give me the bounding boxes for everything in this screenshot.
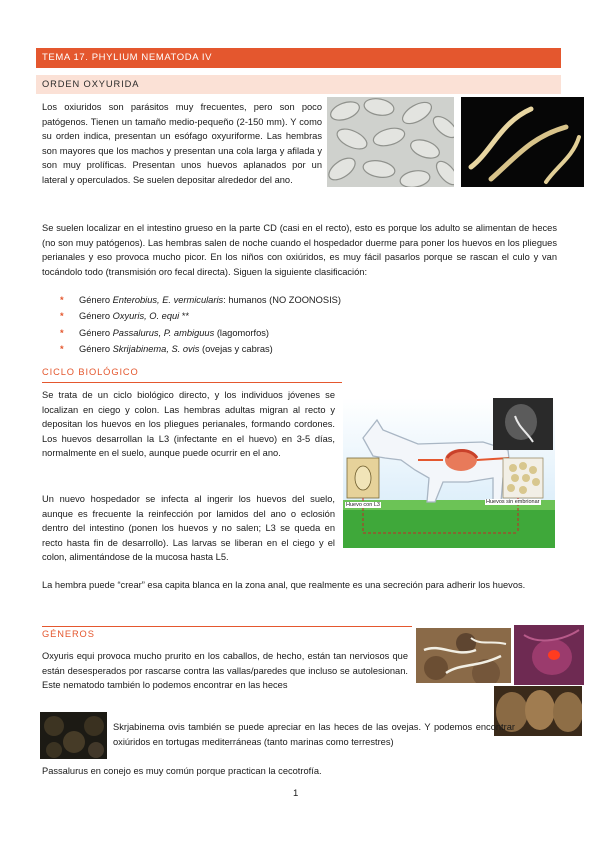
cycle-paragraph-2: Un nuevo hospedador se infecta al ingerir los huevos del suelo, aunque es frecuente la reinfección por lamidos del ano o eclosión dentro del intestino (ponen los huevos y no salen; L3 se queda en recto hasta fin de desarrollo). Las larvas se liberan en el ciego y el colon, alimentándose de la mucosa hasta L5. [42, 494, 335, 563]
chapter-title-bar [36, 48, 561, 68]
list-item: * Género Passalurus, P. ambiguus (lagomorfos) [60, 325, 480, 341]
secretion-paragraph: La hembra puede “crear” esa capita blanca en la zona anal, que realmente es una secreción para adherir los huevos. [42, 580, 526, 590]
perianal-photo [514, 625, 584, 685]
page-number: 1 [293, 788, 299, 799]
section-heading-ciclo: CICLO BIOLÓGICO [42, 367, 139, 377]
list-item: * Género Oxyuris, O. equi ** [60, 308, 480, 324]
life-cycle-diagram [343, 398, 555, 548]
intro-paragraph: Los oxiuridos son parásitos muy frecuentes, pero son poco patógenos. Tienen un tamaño medio-pequeño (2-150 mm). Y como su orden indica, presentan un esófago oxyuriforme. Las hembras son mayores que los machos y presentan una cola larga y afilada y son muy prolíficas. Presentan unos huevos aplanados por un lateral y operculados. Se suelen depositar alrededor del ano. [42, 102, 322, 185]
eggs-microscope-photo [327, 97, 454, 187]
asterisk-bullet-icon: * [60, 295, 64, 305]
section-heading-orden: ORDEN OXYURIDA [42, 79, 140, 89]
section-rule [42, 382, 342, 383]
oxyuris-paragraph: Oxyuris equi provoca mucho prurito en los caballos, de hecho, están tan nerviosos que están desesperados por rascarse contra las vallas/paredes que incluso se autolesionan. Este nematodo también lo podemos encontrar en las heces [42, 651, 408, 691]
cycle-paragraph-1: Se trata de un ciclo biológico directo, y los individuos jóvenes se localizan en ciego y colon. Las hembras adultas migran al recto y depositan los huevos en los pliegues perianales, formando cordones. Los huevos desarrollan la L3 (infectante en el huevo) en 3-5 días, normalmente en el suelo, aunque puede ocurrir en el ano. [42, 390, 335, 459]
genus-list [60, 292, 480, 358]
location-paragraph: Se suelen localizar en el intestino grueso en la parte CD (casi en el recto), esto es porque los adulto se alimentan de heces (no son muy patógenos). Las hembras salen de noche cuando el hospedador duerme para poner los huevos en los pliegues perianales y eso provoca mucho picor. En los niños con oxiúridos, es muy fácil pasarlos porque se rascan el culo y van tocándolo todo (transmisión oro fecal directa). Siguen la siguiente clasificación: [42, 223, 557, 277]
skrjabinema-paragraph: Skrjabinema ovis también se puede apreciar en las heces de las ovejas. Y podemos encontrar oxiúridos en tortugas mediterráneas (tanto marinas como terrestres) [113, 722, 515, 747]
asterisk-bullet-icon: * [60, 344, 64, 355]
diagram-label-unembryonated: Huevos sin embrionar [486, 499, 540, 505]
diagram-label-egg-l3: Huevo con L3 [346, 502, 380, 508]
section-rule [42, 626, 412, 627]
section-heading-bar [36, 75, 561, 94]
list-item: * Género Enterobius, E. vermicularis: humanos (NO ZOONOSIS) [60, 292, 480, 308]
sheep-feces-photo [40, 712, 107, 759]
asterisk-bullet-icon: * [60, 311, 64, 322]
feces-worms-photo [416, 628, 511, 683]
asterisk-bullet-icon: * [60, 327, 64, 338]
list-item: * Género Skrijabinema, S. ovis (ovejas y cabras) [60, 341, 480, 357]
passalurus-paragraph: Passalurus en conejo es muy común porque practican la cecotrofía. [42, 766, 322, 776]
section-heading-generos: GÉNEROS [42, 629, 95, 639]
adult-worms-photo [461, 97, 584, 187]
chapter-title: TEMA 17. PHYLIUM NEMATODA IV [42, 52, 213, 63]
